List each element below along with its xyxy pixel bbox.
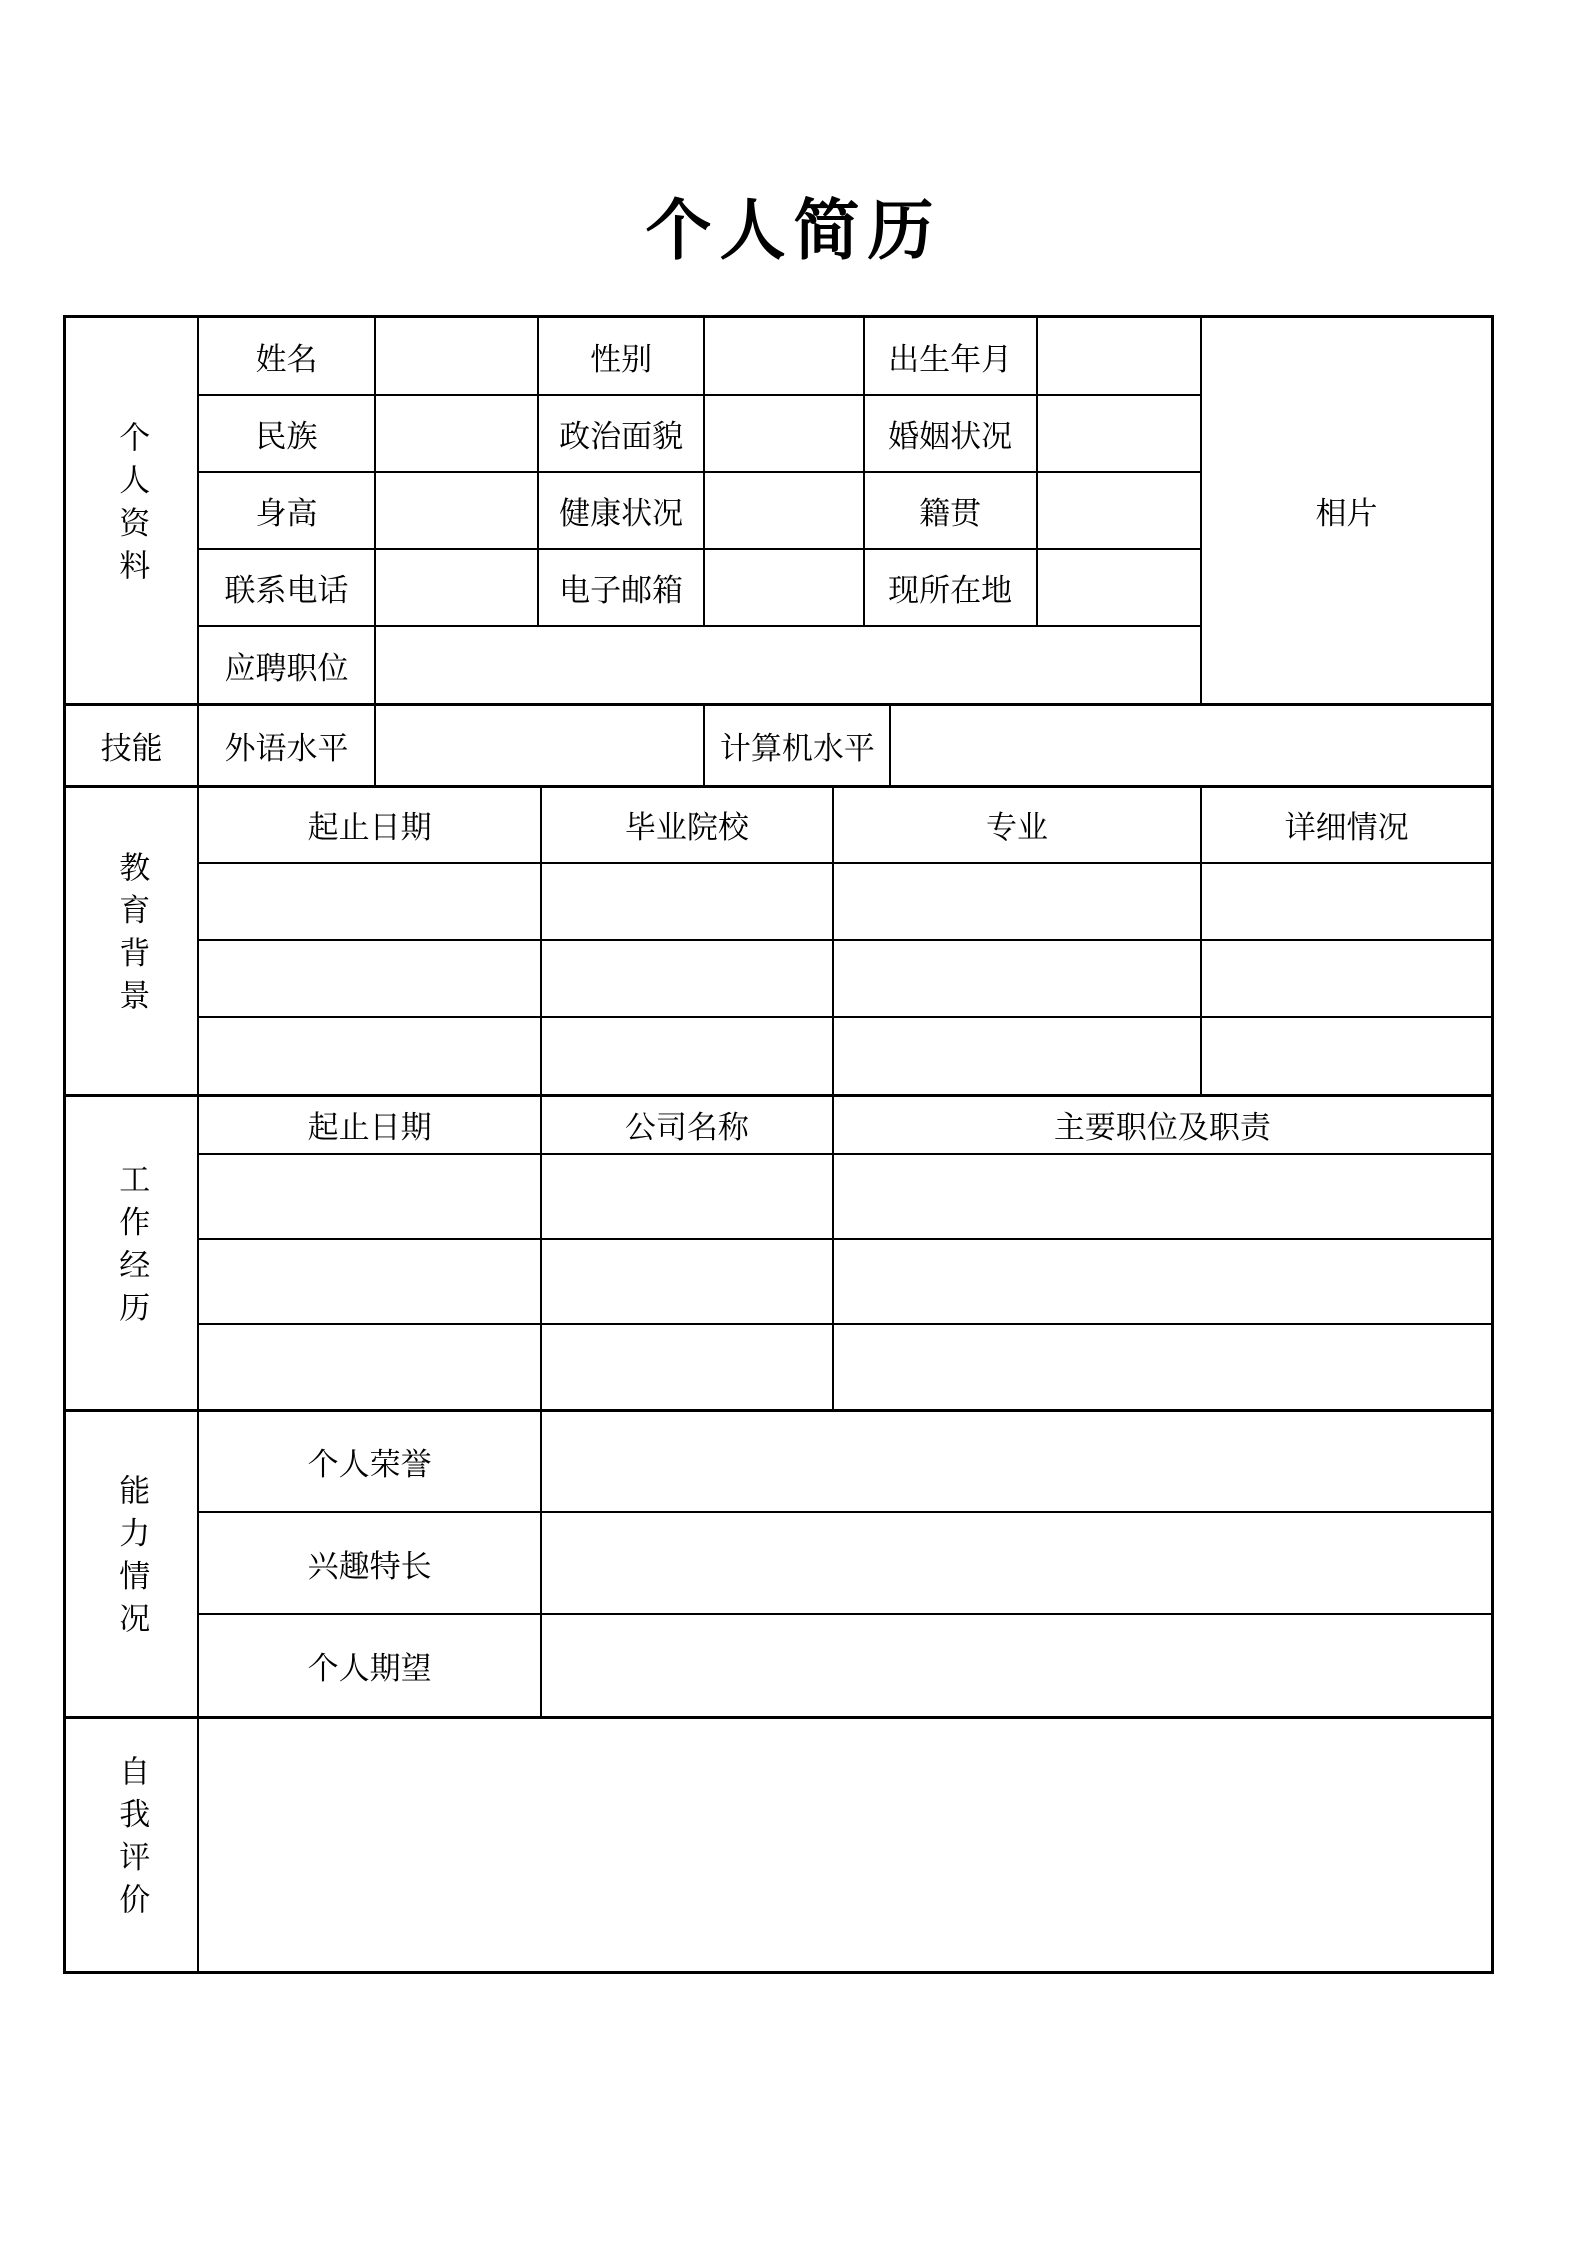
edu-details-cell[interactable] — [1201, 1017, 1491, 1094]
work-duties-cell[interactable] — [833, 1239, 1491, 1324]
edu-row — [66, 940, 1491, 1017]
work-header-date: 起止日期 — [198, 1096, 541, 1154]
edu-row — [66, 863, 1491, 940]
work-section-label: 工作经历 — [66, 1096, 198, 1409]
work-company-cell[interactable] — [541, 1239, 833, 1324]
self-evaluation-value-cell[interactable] — [198, 1718, 1491, 1971]
height-label: 身高 — [198, 472, 374, 549]
work-company-cell[interactable] — [541, 1154, 833, 1239]
expectations-label: 个人期望 — [198, 1614, 541, 1716]
work-row — [66, 1154, 1491, 1239]
work-date-cell[interactable] — [198, 1239, 541, 1324]
education-section — [66, 785, 1491, 1095]
work-header-company: 公司名称 — [541, 1096, 833, 1154]
edu-header-school: 毕业院校 — [541, 786, 833, 863]
position-applied-value-cell[interactable] — [375, 626, 1201, 703]
edu-details-cell[interactable] — [1201, 863, 1491, 940]
work-company-cell[interactable] — [541, 1324, 833, 1409]
foreign-language-value-cell[interactable] — [375, 705, 705, 785]
name-label: 姓名 — [198, 318, 374, 395]
edu-major-cell[interactable] — [833, 940, 1202, 1017]
health-status-value-cell[interactable] — [704, 472, 863, 549]
work-date-cell[interactable] — [198, 1324, 541, 1409]
edu-header-major: 专业 — [833, 786, 1202, 863]
edu-major-cell[interactable] — [833, 1017, 1202, 1094]
gender-value-cell[interactable] — [704, 318, 863, 395]
edu-header-date: 起止日期 — [198, 786, 541, 863]
edu-school-cell[interactable] — [541, 863, 833, 940]
edu-school-cell[interactable] — [541, 940, 833, 1017]
work-duties-cell[interactable] — [833, 1324, 1491, 1409]
health-status-label: 健康状况 — [538, 472, 704, 549]
current-location-value-cell[interactable] — [1037, 549, 1201, 626]
work-header-duties: 主要职位及职责 — [833, 1096, 1491, 1154]
personal-honors-value-cell[interactable] — [541, 1410, 1491, 1512]
ability-section-label: 能力情况 — [66, 1410, 198, 1716]
work-duties-cell[interactable] — [833, 1154, 1491, 1239]
work-row — [66, 1324, 1491, 1409]
computer-level-value-cell[interactable] — [890, 705, 1491, 785]
phone-label: 联系电话 — [198, 549, 374, 626]
birth-date-label: 出生年月 — [864, 318, 1037, 395]
personal-honors-label: 个人荣誉 — [198, 1410, 541, 1512]
native-place-value-cell[interactable] — [1037, 472, 1201, 549]
gender-label: 性别 — [538, 318, 704, 395]
photo-placeholder: 相片 — [1201, 318, 1491, 703]
native-place-label: 籍贯 — [864, 472, 1037, 549]
work-section — [66, 1094, 1491, 1409]
foreign-language-label: 外语水平 — [198, 705, 374, 785]
political-status-label: 政治面貌 — [538, 395, 704, 472]
height-value-cell[interactable] — [375, 472, 538, 549]
work-date-cell[interactable] — [198, 1154, 541, 1239]
computer-level-label: 计算机水平 — [704, 705, 890, 785]
edu-date-cell[interactable] — [198, 863, 541, 940]
interests-label: 兴趣特长 — [198, 1512, 541, 1614]
edu-row — [66, 1017, 1491, 1094]
birth-date-value-cell[interactable] — [1037, 318, 1201, 395]
ethnicity-value-cell[interactable] — [375, 395, 538, 472]
self-evaluation-section-label: 自我评价 — [66, 1718, 198, 1971]
edu-details-cell[interactable] — [1201, 940, 1491, 1017]
ability-section — [66, 1409, 1491, 1717]
expectations-value-cell[interactable] — [541, 1614, 1491, 1716]
resume-table — [63, 315, 1494, 1974]
email-value-cell[interactable] — [704, 549, 863, 626]
name-value-cell[interactable] — [375, 318, 538, 395]
personal-info-section — [66, 318, 1491, 703]
political-status-value-cell[interactable] — [704, 395, 863, 472]
email-label: 电子邮箱 — [538, 549, 704, 626]
marital-status-value-cell[interactable] — [1037, 395, 1201, 472]
skills-section-label: 技能 — [66, 705, 198, 785]
self-evaluation-section — [66, 1716, 1491, 1971]
personal-info-section-label: 个人资料 — [66, 318, 198, 703]
skills-section — [66, 703, 1491, 785]
edu-date-cell[interactable] — [198, 940, 541, 1017]
current-location-label: 现所在地 — [864, 549, 1037, 626]
page-title: 个人简历 — [645, 195, 942, 268]
work-row — [66, 1239, 1491, 1324]
phone-value-cell[interactable] — [375, 549, 538, 626]
edu-date-cell[interactable] — [198, 1017, 541, 1094]
education-section-label: 教育背景 — [66, 786, 198, 1094]
interests-value-cell[interactable] — [541, 1512, 1491, 1614]
position-applied-label: 应聘职位 — [198, 626, 374, 703]
edu-major-cell[interactable] — [833, 863, 1202, 940]
marital-status-label: 婚姻状况 — [864, 395, 1037, 472]
ethnicity-label: 民族 — [198, 395, 374, 472]
edu-school-cell[interactable] — [541, 1017, 833, 1094]
edu-header-details: 详细情况 — [1201, 786, 1491, 863]
